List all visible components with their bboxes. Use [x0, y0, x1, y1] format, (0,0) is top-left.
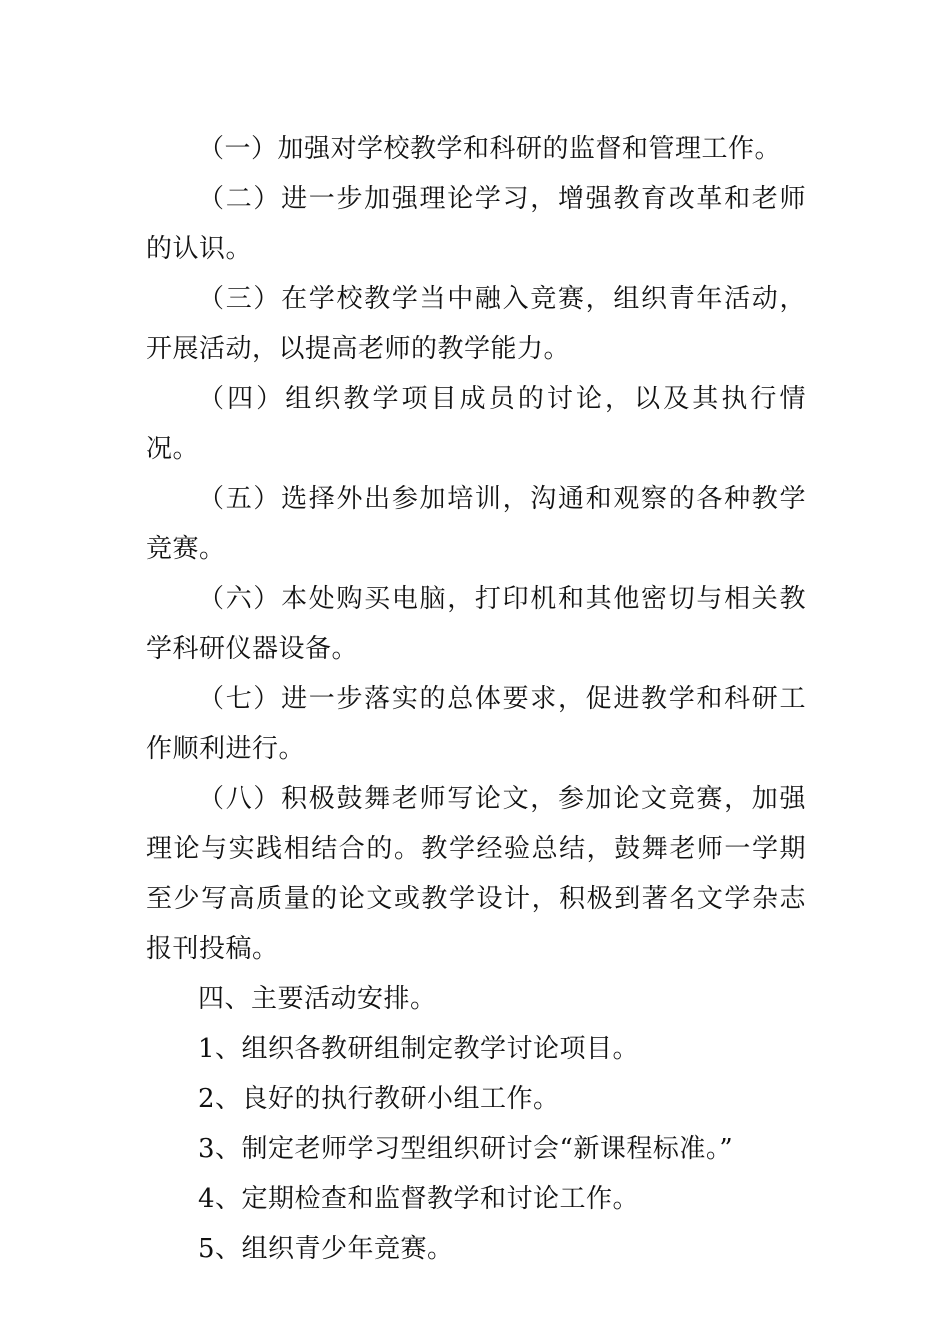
activity-item-4: 4、定期检查和监督教学和讨论工作。 [198, 1184, 640, 1214]
paragraph-1: （一）加强对学校教学和科研的监督和管理工作。 [198, 134, 782, 164]
paragraph-7: （七）进一步落实的总体要求，促进教学和科研工作顺利进行。 [146, 684, 806, 764]
document-body [146, 124, 806, 1274]
section-heading: 四、主要活动安排。 [198, 984, 437, 1014]
activity-item-5: 5、组织青少年竞赛。 [198, 1234, 454, 1264]
activity-item-2: 2、良好的执行教研小组工作。 [198, 1084, 560, 1114]
activity-item-3: 3、制定老师学习型组织研讨会“新课程标准。” [198, 1134, 734, 1164]
paragraph-8: （八）积极鼓舞老师写论文，参加论文竞赛，加强理论与实践相结合的。教学经验总结，鼓舞老师一学期至少写高质量的论文或教学设计，积极到著名文学杂志报刊投稿。 [146, 784, 806, 964]
paragraph-2: （二）进一步加强理论学习，增强教育改革和老师的认识。 [146, 184, 806, 264]
paragraph-6: （六）本处购买电脑，打印机和其他密切与相关教学科研仪器设备。 [146, 584, 806, 664]
paragraph-3: （三）在学校教学当中融入竞赛，组织青年活动，开展活动，以提高老师的教学能力。 [146, 284, 806, 364]
paragraph-5: （五）选择外出参加培训，沟通和观察的各种教学竞赛。 [146, 484, 806, 564]
paragraph-4: （四）组织教学项目成员的讨论，以及其执行情况。 [146, 384, 806, 464]
activity-item-1: 1、组织各教研组制定教学讨论项目。 [198, 1034, 640, 1064]
